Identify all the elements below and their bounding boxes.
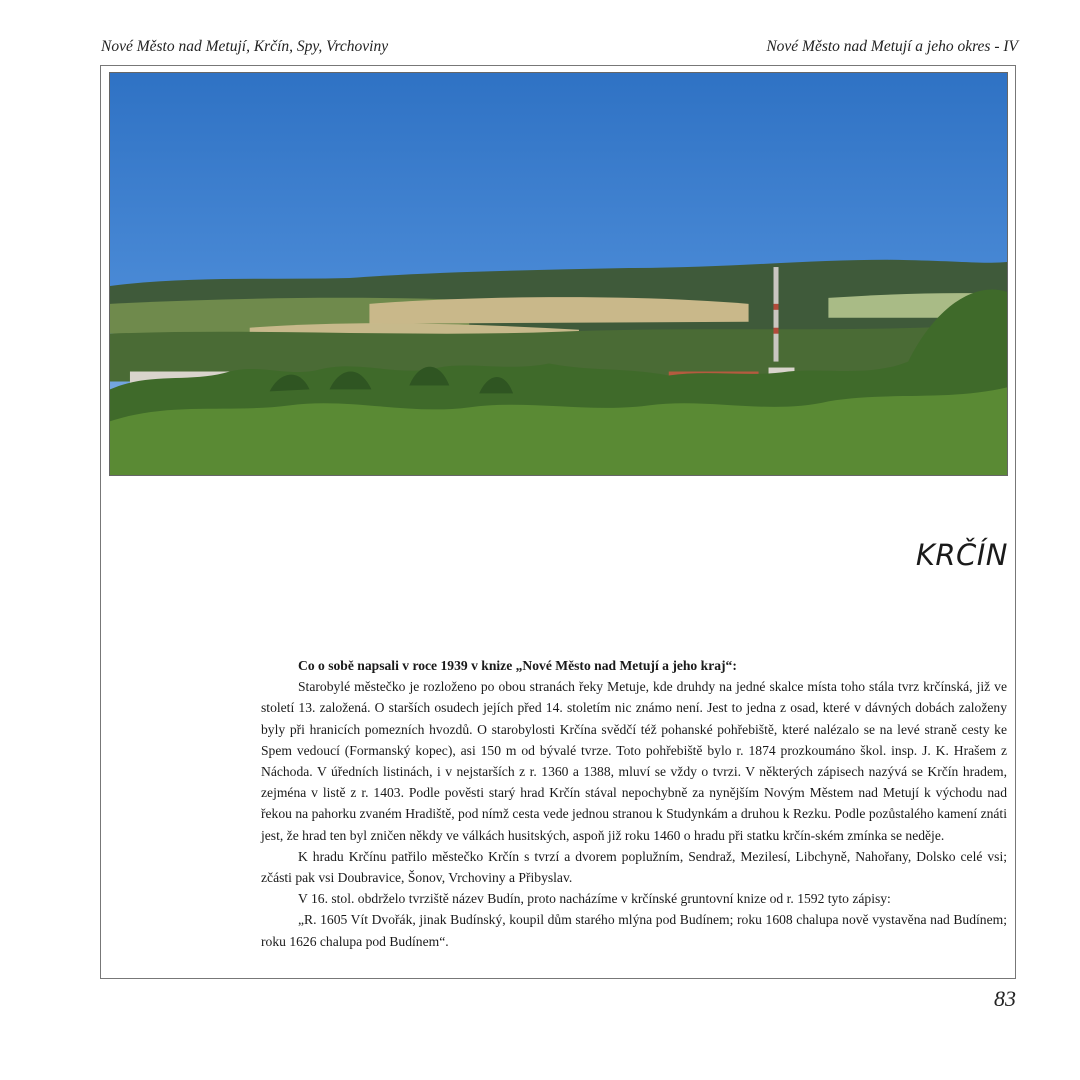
running-header-left: Nové Město nad Metují, Krčín, Spy, Vrchoviny xyxy=(101,38,389,55)
landscape-photo xyxy=(109,72,1008,476)
section-title: KRČÍN xyxy=(915,538,1008,572)
page-number: 83 xyxy=(994,986,1016,1011)
running-header-right: Nové Město nad Metují a jeho okres - IV xyxy=(766,38,1018,55)
field-mid xyxy=(369,297,748,324)
paragraph-4: „R. 1605 Vít Dvořák, jinak Budínský, koupil dům starého mlýna pod Budínem; roku 1608 chalupa nově vystavěna nad Budínem; roku 1626 chalupa pod Budínem“. xyxy=(261,912,1007,949)
paragraph-2: K hradu Krčínu patřilo městečko Krčín s tvrzí a dvorem poplužním, Sendraž, Mezilesí, Libchyně, Nahořany, Dolsko celé vsi; zčásti pak vsi Doubravice, Šonov, Vrchoviny a Přibyslav. xyxy=(261,848,1007,886)
tv-tower xyxy=(774,267,779,362)
body-text xyxy=(261,655,1007,952)
landscape-illustration xyxy=(110,73,1007,475)
paragraph-3: V 16. stol. obdrželo tvrziště název Budín, proto nacházíme v krčínské gruntovní knize od r. 1592 tyto zápisy: xyxy=(298,891,891,907)
lead-paragraph: Co o sobě napsali v roce 1939 v knize „Nové Město nad Metují a jeho kraj“: xyxy=(298,658,737,673)
paragraph-1: Starobylé městečko je rozloženo po obou stranách řeky Metuje, kde druhdy na jedné skalce místa toho stála tvrz krčínská, již ve století 13. založená. O starších osudech jejích před 14. stoletím nic známo není. Jest to jedna z osad, které v dávných dobách založeny byly při hranicích pomezních hvozdů. O starobylosti Krčína svědčí též pohanské pohřebiště, které nalézalo se na levé straně cesty ke Spem vedoucí (Formanský kopec), asi 150 m od bývalé tvrze. Toto pohřebiště bylo r. 1874 prozkoumáno škol. insp. J. K. Hrašem z Náchoda. V úředních listinách, i v nejstarších z r. 1360 a 1388, mluví se vždy o tvrzi. V některých zápisech nazývá se Krčín hradem, zejména v listě z r. 1403. Podle pověsti starý hrad Krčín stával nepochybně za nynějším Novým Městem nad Metují k východu nad řekou na pahorku zvaném Hradiště, pod nímž cesta vede jednou stranou k Studynkám a druhou k Rezku. Podle pozůstalého kamení znáti jest, že hrad ten byl zničen někdy ve válkách husitských, aspoň již roku 1460 o hradu při statku krčín-ském zmínka se neděje. xyxy=(261,679,1007,843)
